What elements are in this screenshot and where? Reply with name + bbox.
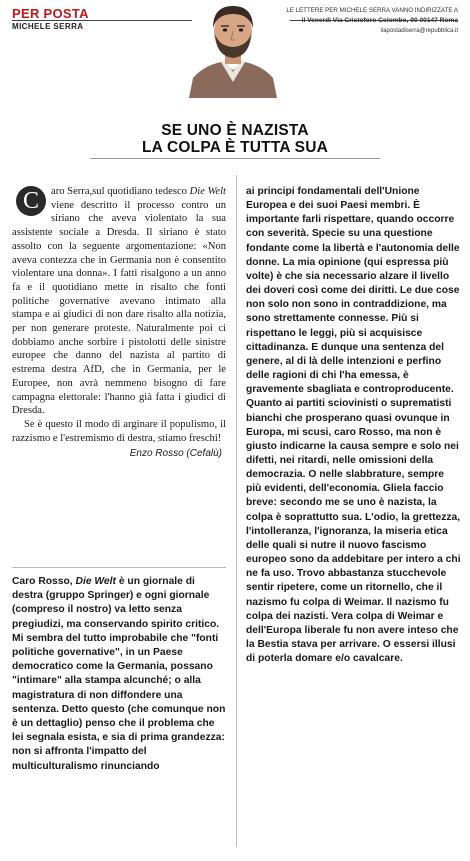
drop-cap: C [16,186,46,216]
headline-underline [90,158,380,159]
reply-text-right: ai principi fondamentali dell'Unione Europea e dei suoi Paesi membri. È importante farli rispettare, quando occorre con severità. Specie su una questione fondante come la libertà e l'autonomia delle donne. La mia opinione (qui espressa più volte) è che sia necessario alzare il livello dei doveri così come dei diritti. Le due cose non solo non sono in contraddizione, ma sono strettamente connesse. Più si rispettano le leggi, più si acquisisce cittadinanza. E dunque una sentenza del genere, al di là delle intenzioni e perfino delle ragioni di chi l'ha emessa, è gravemente sbagliata e controproducente. Quanto ai partiti sciovinisti o suprematisti bianchi che prosperano quasi ovunque in Europa, mi scusi, caro Rosso, ma non è giusto indicarne la causa sempre e solo nei difetti, nei ritardi, nelle omissioni della democrazia. O nelle slabbrature, sempre più evidenti, dell'economia. Gliela faccio breve: secondo me se uno è nazista, la colpa è soprattutto sua. L'odio, la grettezza, l'intolleranza, l'ignoranza, la miseria etica delle quali si nutre il nuovo fascismo europeo sono da addebitare per intero a chi ne fa uso. Trovo abbastanza stucchevole sentir ripetere, come un ritornello, che il nazismo fu colpa di Weimar. Il nazismo fu colpa dei nazisti. Vera colpa di Weimar e dell'Europa liberale fu non avere inteso che la Bestia stava per arrivare. O essersi illusi di poterla domare e/o cavalcare. [246,186,461,665]
reply-newspaper-name: Die Welt [75,576,116,587]
article-headline [0,122,470,156]
reader-letter [12,185,226,461]
letter-signature: Enzo Rosso (Cefalù) [129,448,222,460]
letter-text-rest: viene descritto il processo contro un siriano che aveva violentato la sua assistente sociale a Dresda. Il siriano è stato assolto con la seguente argomentazione: «Non aveva contezza che in Germania non è consentito violentare una donna». I fatti risalgono a un anno fa e il quotidiano mette in risalto che fonti politiche governative avevano intimato alla stampa e ai giudici di non dare risalto alla notizia, per non generare proteste. Naturalmente poi ci dobbiamo anche sorbire i pistolotti delle sinistre europee che danno del nazista al partito di estrema destra AfD, che in Germania, per le Europee, non avrà nemmeno bisogno di fare campagna elettorale: l'hanno già fatta i giudici di Dresda. [12,199,226,417]
letter-newspaper-name: Die Welt [189,186,227,197]
mailing-info-intro: LE LETTERE PER MICHELE SERRA VANNO INDIRIZZATE A [286,7,458,14]
reply-text-left: è un giornale di destra (gruppo Springer) e ogni giornale (compreso il nostro) va letto senza pregiudizi, ma conservando spirito critico. Mi sembra del tutto improbabile che "fonti politiche governative", in un Paese democratico come la Germania, possano "intimare" alla stampa alcunché; o alla magistratura di non diffondere una sentenza. Detto questo (che comunque non è un dettaglio) penso che il problema che lei segnala esista, e sia di prima grandezza: non si affronta l'impatto del multiculturalismo rinunciando [12,576,226,772]
headline-line-1: SE UNO È NAZISTA [161,122,309,139]
letter-text-start: aro Serra,sul quotidiano tedesco [51,186,190,197]
reply-divider [12,567,226,568]
reply-paragraph-start [12,575,226,774]
letter-paragraph-1 [12,185,226,418]
reply-salutation: Caro Rosso, [12,576,76,587]
header-rule-left [12,20,192,21]
columnist-name: MICHELE SERRA [12,22,84,31]
reply-column-right [246,185,462,666]
headline-line-2: LA COLPA È TUTTA SUA [142,139,328,156]
author-portrait-illustration [183,0,283,98]
column-divider [236,175,237,847]
mailing-info [286,6,458,36]
mailing-address: il Venerdì Via Cristoforo Colombo, 90 00147 Roma [301,17,458,24]
letter-paragraph-2: Se è questo il modo di arginare il populismo, il razzismo e l'estremismo di destra, stiamo freschi! [12,418,226,444]
rubric-title: PER POSTA [12,6,89,21]
column-header [0,0,470,100]
mailing-email: ilapostadiserra@repubblica.it [380,28,458,34]
reply-column-left [12,575,226,774]
